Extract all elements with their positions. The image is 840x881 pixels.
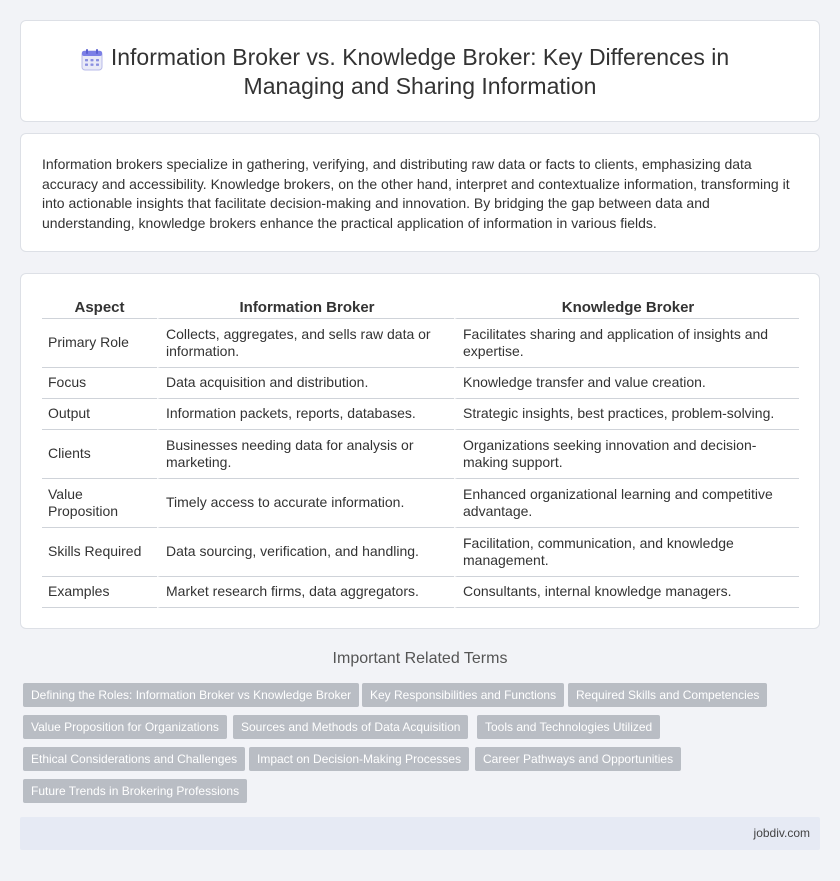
table-row xyxy=(42,528,799,577)
cell-knowledge-broker: Consultants, internal knowledge managers. xyxy=(454,577,799,608)
related-tag-defining-roles[interactable]: Defining the Roles: Information Broker vs Knowledge Broker xyxy=(23,683,359,707)
intro-paragraph: Information brokers specialize in gathering, verifying, and distributing raw data or facts to clients, emphasizing data accuracy and accessibility. Knowledge brokers, on the other hand, interpret and contextualize information, transforming it into actionable insights that facilitate decision-making and innovation. By bridging the gap between data and understanding, knowledge brokers enhance the practical application of information in various fields. xyxy=(42,156,790,231)
table-row xyxy=(42,430,799,479)
related-tag-data-acquisition[interactable]: Sources and Methods of Data Acquisition xyxy=(233,715,468,739)
table-header-row xyxy=(42,296,799,319)
cell-aspect: Value Proposition xyxy=(42,479,157,528)
cell-aspect: Examples xyxy=(42,577,157,608)
cell-information-broker: Businesses needing data for analysis or marketing. xyxy=(157,430,454,479)
cell-knowledge-broker: Strategic insights, best practices, problem-solving. xyxy=(454,399,799,430)
cell-information-broker: Collects, aggregates, and sells raw data or information. xyxy=(157,319,454,368)
related-tag-future-trends[interactable]: Future Trends in Brokering Professions xyxy=(23,779,247,803)
footer-site-link[interactable]: jobdiv.com xyxy=(753,826,810,840)
cell-information-broker: Timely access to accurate information. xyxy=(157,479,454,528)
column-header-aspect: Aspect xyxy=(42,296,157,319)
table-row xyxy=(42,399,799,430)
cell-information-broker: Information packets, reports, databases. xyxy=(157,399,454,430)
column-header-information-broker: Information Broker xyxy=(157,296,454,319)
related-tag-career[interactable]: Career Pathways and Opportunities xyxy=(475,747,681,771)
related-tag-decision-making[interactable]: Impact on Decision-Making Processes xyxy=(249,747,469,771)
cell-knowledge-broker: Organizations seeking innovation and decision-making support. xyxy=(454,430,799,479)
cell-aspect: Clients xyxy=(42,430,157,479)
related-tag-skills[interactable]: Required Skills and Competencies xyxy=(568,683,767,707)
cell-knowledge-broker: Facilitates sharing and application of insights and expertise. xyxy=(454,319,799,368)
related-terms-heading: Important Related Terms xyxy=(332,650,508,667)
cell-knowledge-broker: Facilitation, communication, and knowledge management. xyxy=(454,528,799,577)
related-tag-responsibilities[interactable]: Key Responsibilities and Functions xyxy=(362,683,564,707)
cell-aspect: Focus xyxy=(42,368,157,399)
page-title: Information Broker vs. Knowledge Broker: Key Differences in Managing and Sharing Information xyxy=(110,44,730,99)
cell-information-broker: Data sourcing, verification, and handling. xyxy=(157,528,454,577)
cell-aspect: Output xyxy=(42,399,157,430)
table-row xyxy=(42,319,799,368)
footer xyxy=(20,817,820,850)
table-row xyxy=(42,577,799,608)
cell-knowledge-broker: Knowledge transfer and value creation. xyxy=(454,368,799,399)
related-tag-tools[interactable]: Tools and Technologies Utilized xyxy=(477,715,660,739)
intro-card xyxy=(20,133,820,252)
cell-information-broker: Data acquisition and distribution. xyxy=(157,368,454,399)
cell-knowledge-broker: Enhanced organizational learning and competitive advantage. xyxy=(454,479,799,528)
cell-aspect: Skills Required xyxy=(42,528,157,577)
cell-information-broker: Market research firms, data aggregators. xyxy=(157,577,454,608)
related-tag-value-proposition[interactable]: Value Proposition for Organizations xyxy=(23,715,227,739)
related-tag-ethics[interactable]: Ethical Considerations and Challenges xyxy=(23,747,245,771)
title-card xyxy=(20,20,820,122)
cell-aspect: Primary Role xyxy=(42,319,157,368)
comparison-table xyxy=(42,296,799,608)
comparison-table-card xyxy=(20,273,820,629)
table-row xyxy=(42,479,799,528)
table-row xyxy=(42,368,799,399)
column-header-knowledge-broker: Knowledge Broker xyxy=(454,296,799,319)
